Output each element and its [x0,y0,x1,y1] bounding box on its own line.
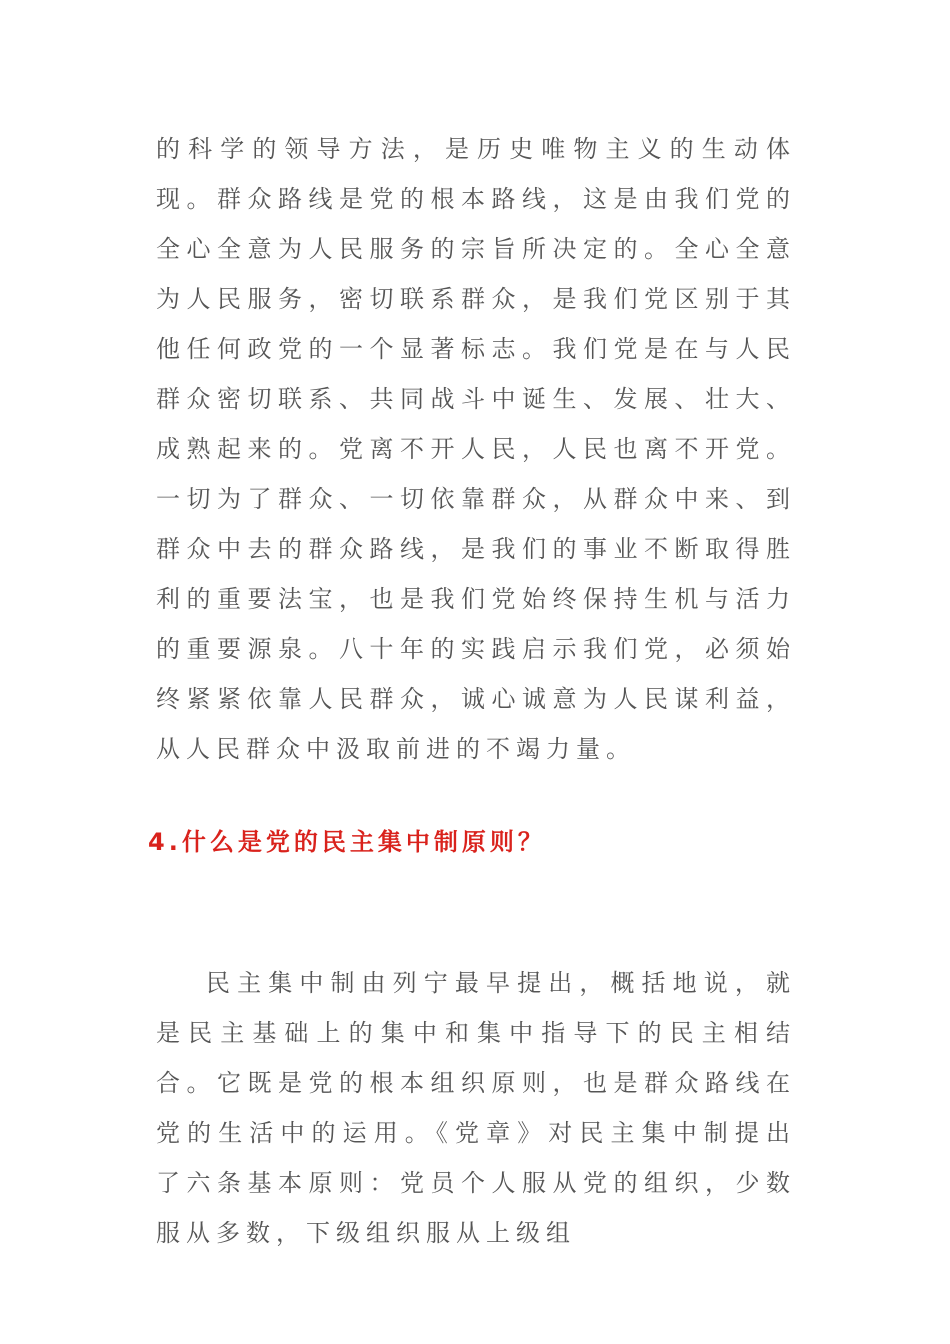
body-paragraph-mass-line: 的科学的领导方法，是历史唯物主义的生动体现。群众路线是党的根本路线，这是由我们党的全心全意为人民服务的宗旨所决定的。全心全意为人民服务，密切联系群众，是我们党区别于其他任何政党的一个显著标志。我们党是在与人民群众密切联系、共同战斗中诞生、发展、壮大、成熟起来的。党离不开人民，人民也离不开党。一切为了群众、一切依靠群众，从群众中来、到群众中去的群众路线，是我们的事业不断取得胜利的重要法宝，也是我们党始终保持生机与活力的重要源泉。八十年的实践启示我们党，必须始终紧紧依靠人民群众，诚心诚意为人民谋利益，从人民群众中汲取前进的不竭力量。 [156,135,796,763]
body-paragraph-democratic-centralism: 民主集中制由列宁最早提出，概括地说，就是民主基础上的集中和集中指导下的民主相结合。它既是党的根本组织原则，也是群众路线在党的生活中的运用。《党章》对民主集中制提出了六条基本原则：党员个人服从党的组织，少数服从多数，下级组织服从上级组 [156,969,796,1247]
section-heading-democratic-centralism: 4.什么是党的民主集中制原则？ [148,828,546,856]
